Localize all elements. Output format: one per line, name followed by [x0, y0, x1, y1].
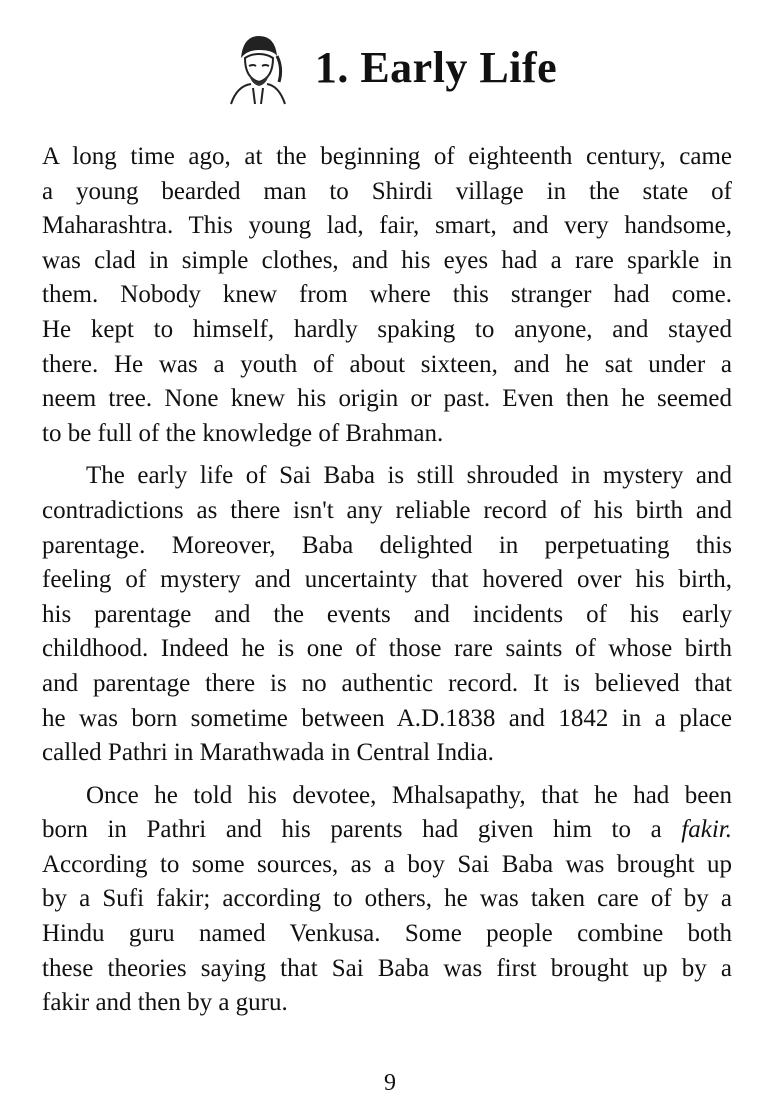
page-number: 9 — [384, 1070, 396, 1096]
text-line: contradictions as there isn't any reliable record of his birth and — [42, 496, 732, 524]
paragraph — [42, 459, 732, 770]
text-line: there. He was a youth of about sixteen, and he sat under a — [42, 350, 732, 378]
text-line: Once he told his devotee, Mhalsapathy, that he had been — [86, 781, 732, 809]
text-line: was clad in simple clothes, and his eyes had a rare sparkle in — [42, 246, 732, 274]
chapter-body — [42, 140, 732, 1029]
text-line: The early life of Sai Baba is still shrouded in mystery and — [86, 462, 732, 490]
text-line: feeling of mystery and uncertainty that hovered over his birth, — [42, 566, 732, 594]
text-line: parentage. Moreover, Baba delighted in perpetuating this — [42, 531, 732, 559]
text-line: He kept to himself, hardly spaking to anyone, and stayed — [42, 315, 732, 343]
paragraph — [42, 140, 732, 451]
text-line: called Pathri in Marathwada in Central India. — [42, 739, 494, 767]
text-line: A long time ago, at the beginning of eighteenth century, came — [42, 143, 732, 170]
italic-term: fakir. — [681, 816, 732, 844]
text-line: fakir and then by a guru. — [42, 989, 288, 1017]
text-line: a young bearded man to Shirdi village in the state of — [42, 177, 732, 205]
text-line: and parentage there is no authentic record. It is believed that — [42, 669, 732, 697]
text-line: he was born sometime between A.D.1838 and 1842 in a place — [42, 704, 732, 732]
paragraph — [42, 779, 732, 1021]
text-line: childhood. Indeed he is one of those rare saints of whose birth — [42, 635, 732, 663]
text-line: them. Nobody knew from where this stranger had come. — [42, 281, 732, 309]
text-line: his parentage and the events and incidents of his early — [42, 600, 732, 628]
text-line: According to some sources, as a boy Sai Baba was brought up — [42, 850, 732, 878]
text-line: these theories saying that Sai Baba was first brought up by a — [42, 954, 732, 982]
text-line: neem tree. None knew his origin or past. Even then he seemed — [42, 385, 732, 413]
sai-baba-portrait-icon — [223, 28, 293, 106]
text-line: by a Sufi fakir; according to others, he was taken care of by a — [42, 885, 732, 913]
text-line: Maharashtra. This young lad, fair, smart, and very handsome, — [42, 212, 732, 240]
text-line: to be full of the knowledge of Brahman. — [42, 419, 444, 447]
chapter-header — [0, 28, 780, 106]
chapter-title: 1. Early Life — [314, 42, 558, 92]
text-line: born in Pathri and his parents had given him to a fakir. — [42, 816, 732, 844]
text-line: Hindu guru named Venkusa. Some people combine both — [42, 920, 732, 948]
